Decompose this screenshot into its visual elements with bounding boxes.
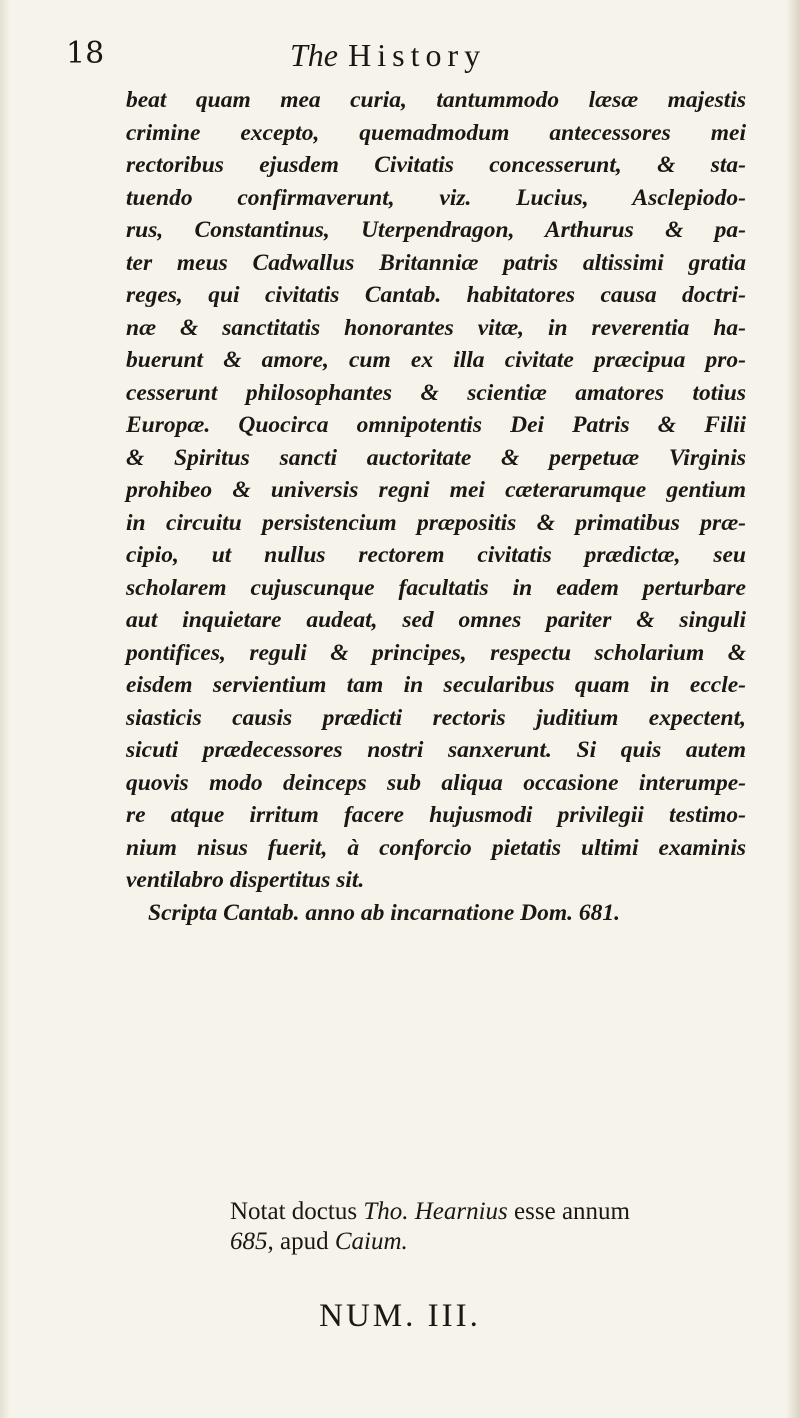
text-line: crimine excepto, quemadmodum antecessores mei — [126, 119, 746, 146]
text-line: beat quam mea curia, tantummodo læsæ majestis — [126, 87, 746, 113]
note-name: Caium. — [334, 1228, 408, 1255]
text-line: buerunt & amore, cum ex illa civitate præcipua pro- — [126, 347, 746, 373]
note-text: Notat doctus — [230, 1198, 364, 1225]
editorial-note — [126, 1197, 746, 1257]
page-left-edge-shadow — [0, 0, 10, 1418]
text-line: reges, qui civitatis Cantab. habitatores causa doctri- — [126, 282, 746, 308]
running-head — [290, 36, 486, 74]
text-line: cipio, ut nullus rectorem civitatis prædictæ, seu — [126, 542, 746, 568]
charter-text — [126, 84, 746, 929]
note-text: esse annum — [507, 1198, 630, 1225]
text-line: aut inquietare audeat, sed omnes pariter & singuli — [126, 607, 746, 633]
note-text: , apud — [267, 1228, 335, 1255]
text-line: in circuitu persistencium præpositis & primatibus præ- — [126, 509, 746, 536]
text-line: rectoribus ejusdem Civitatis concesserunt, & sta- — [126, 152, 746, 178]
date-line: Scripta Cantab. anno ab incarnatione Dom. 681. — [148, 899, 621, 926]
text-line: scholarem cujuscunque facultatis in eadem perturbare — [126, 574, 746, 601]
note-year: 685 — [230, 1228, 268, 1255]
text-line: næ & sanctitatis honorantes vitæ, in reverentia ha- — [126, 314, 746, 341]
text-line: ter meus Cadwallus Britanniæ patris altissimi gratia — [126, 249, 746, 276]
text-line: siasticis causis prædicti rectoris juditium expectent, — [126, 704, 746, 731]
page-header — [0, 32, 800, 76]
text-line: pontifices, reguli & principes, respectu scholarium & — [126, 639, 746, 666]
note-line-2 — [126, 1227, 746, 1257]
note-name: Tho. Hearnius — [363, 1198, 508, 1225]
running-head-history: History — [348, 37, 487, 73]
text-line: re atque irritum facere hujusmodi privilegii testimo- — [126, 802, 746, 828]
running-head-the: The — [290, 37, 338, 73]
text-line: rus, Constantinus, Uterpendragon, Arthurus & pa- — [126, 217, 746, 243]
page-number: 18 — [66, 36, 105, 71]
page-right-edge-shadow — [786, 0, 800, 1418]
text-line: quovis modo deinceps sub aliqua occasione interumpe- — [126, 769, 746, 796]
section-heading: NUM. III. — [319, 1298, 481, 1334]
text-line: sicuti prædecessores nostri sanxerunt. Si quis autem — [126, 737, 746, 763]
text-line: ventilabro dispertitus sit. — [126, 867, 365, 893]
note-line-1 — [126, 1197, 746, 1227]
text-line: prohibeo & universis regni mei cæterarumque gentium — [126, 477, 746, 503]
text-line: & Spiritus sancti auctoritate & perpetuæ Virginis — [126, 444, 746, 471]
text-line: nium nisus fuerit, à conforcio pietatis ultimi examinis — [126, 834, 746, 861]
text-line: cesserunt philosophantes & scientiæ amatores totius — [126, 379, 746, 406]
text-line: Europæ. Quocirca omnipotentis Dei Patris & Filii — [126, 412, 746, 438]
text-line: eisdem servientium tam in secularibus quam in eccle- — [126, 672, 746, 698]
text-line: tuendo confirmaverunt, viz. Lucius, Asclepiodo- — [126, 184, 746, 211]
